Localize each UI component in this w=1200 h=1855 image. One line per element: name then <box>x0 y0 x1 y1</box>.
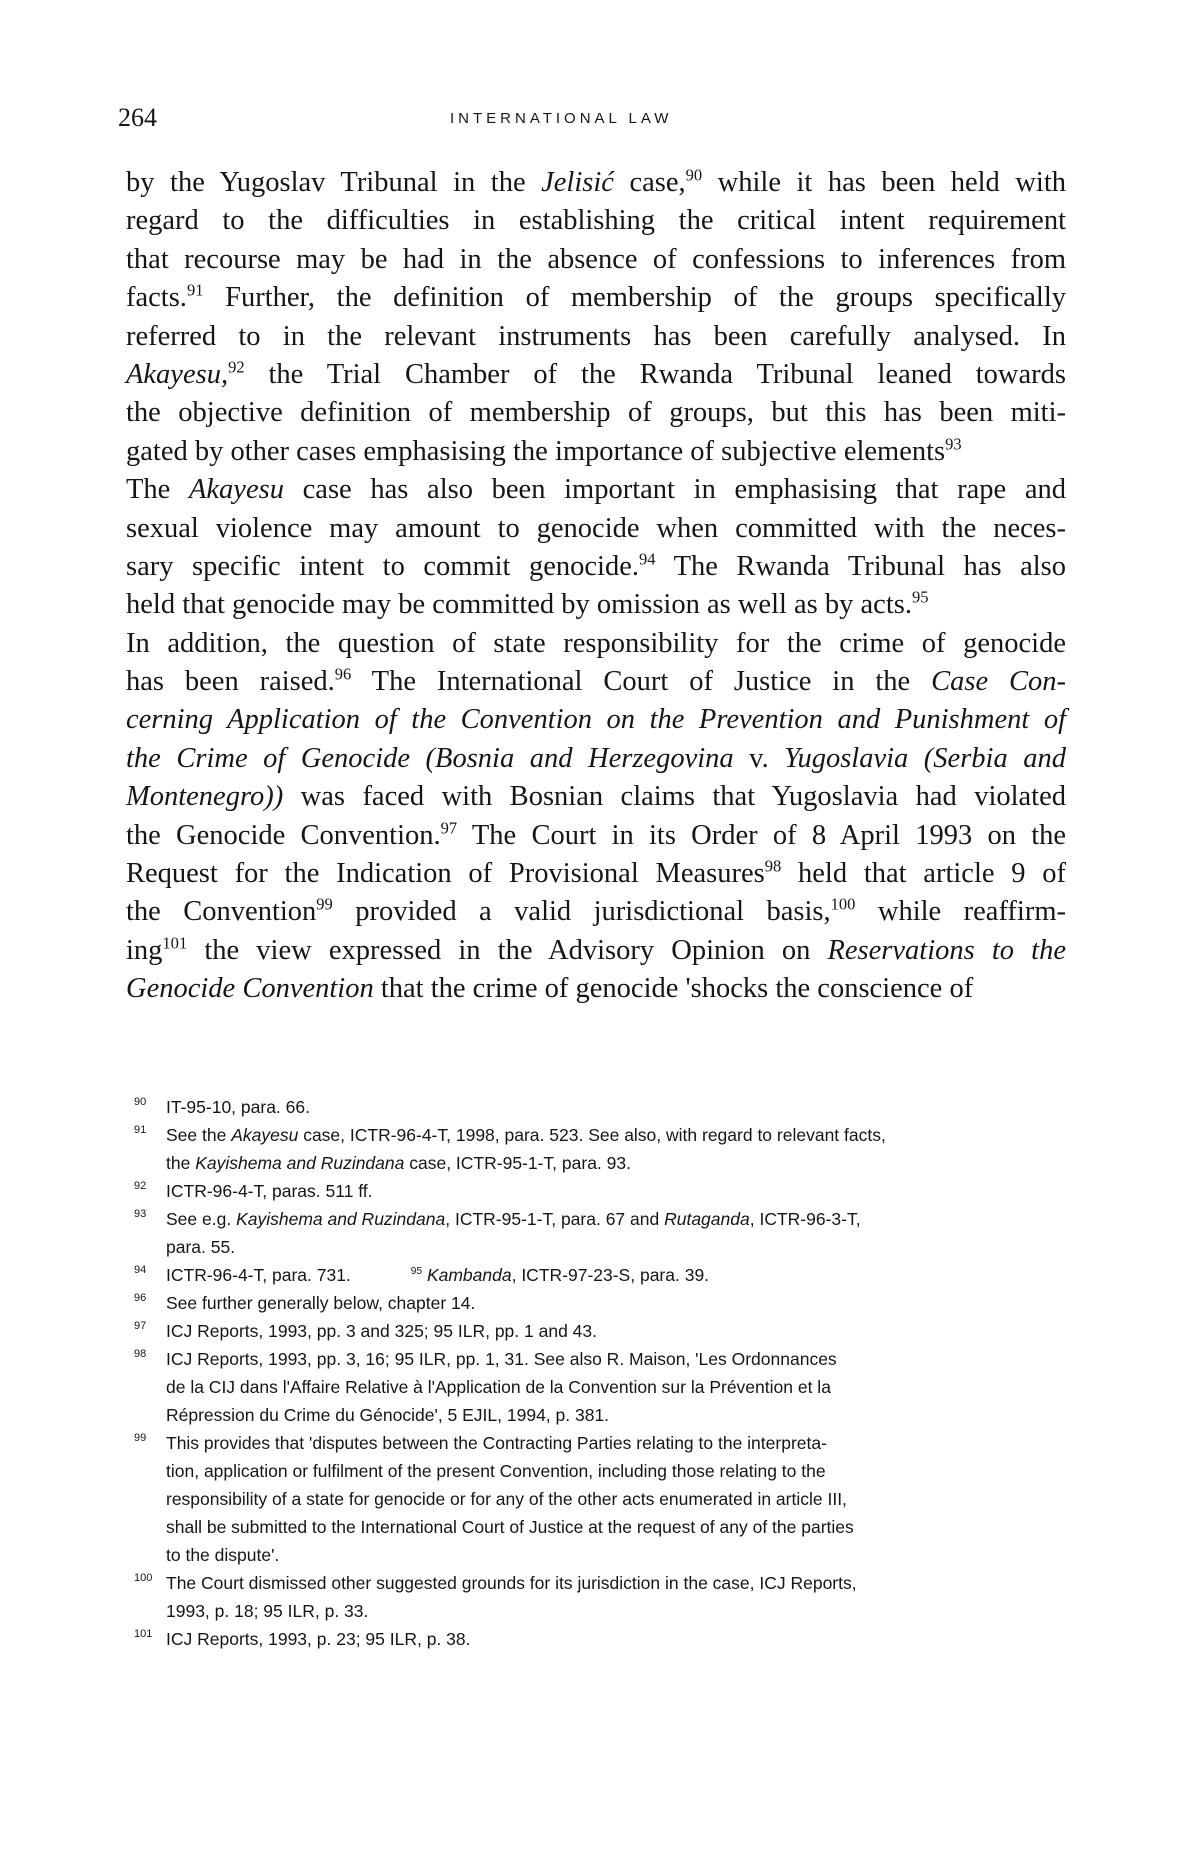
body-line: cerning Application of the Convention on the Prevention and Punishment of <box>126 704 1066 736</box>
body-line: The Akayesu case has also been important in emphasising that rape and <box>126 474 1066 506</box>
body-line: the Convention$^{99}$ provided a valid jurisdictional basis,$^{100}$ while reaffirm- <box>126 894 1066 928</box>
running-head: INTERNATIONAL LAW <box>450 110 673 127</box>
body-line: regard to the difficulties in establishing the critical intent requirement <box>126 205 1066 237</box>
footnote-ref: 98 <box>764 856 782 876</box>
body-line: sary specific intent to commit genocide.$^{94}$ The Rwanda Tribunal has also <box>126 549 1066 582</box>
footnote-number: 90 <box>134 1096 147 1108</box>
footnote-number: 94 <box>134 1264 147 1276</box>
footnote-number: 95 <box>410 1266 423 1278</box>
body-line: referred to in the relevant instruments has been carefully analysed. In <box>126 320 1066 352</box>
body-line: by the Yugoslav Tribunal in the Jelisić case,$^{90}$ while it has been held with <box>126 165 1066 198</box>
body-line: held that genocide may be committed by omission as well as by acts.$^{95}$ <box>126 587 929 621</box>
footnote-number: 99 <box>134 1432 147 1444</box>
body-line: Genocide Convention that the crime of genocide 'shocks the conscience of <box>126 973 974 1005</box>
footnote-ref: 92 <box>228 357 245 377</box>
footnote-number: 100 <box>134 1572 153 1584</box>
body-line: Akayesu,$^{92}$ the Trial Chamber of the Rwanda Tribunal leaned towards <box>126 357 1066 390</box>
footnote-92: 92 ICTR-96-4-T, paras. 511 ff. <box>134 1177 1064 1205</box>
page-number: 264 <box>118 103 157 132</box>
body-line: has been raised.$^{96}$ The International Court of Justice in the Case Con- <box>126 664 1066 698</box>
body-line: Request for the Indication of Provisional Measures$^{98}$ held that article 9 of <box>126 856 1067 890</box>
footnote-ref: 101 <box>162 933 188 953</box>
footnote-number: 93 <box>134 1208 147 1220</box>
footnote-ref: 94 <box>639 549 656 569</box>
footnote-93: 93 See e.g. Kayishema and Ruzindana, ICTR-95-1-T, para. 67 and Rutaganda, ICTR-96-3-T, para. 55. <box>134 1205 1064 1261</box>
footnote-91: 91 See the Akayesu case, ICTR-96-4-T, 1998, para. 523. See also, with regard to relevant facts, the Kayishema and Ruzindana case, ICTR-95-1-T, para. 93. <box>134 1121 1064 1177</box>
body-line: that recourse may be had in the absence of confessions to inferences from <box>126 243 1066 275</box>
footnote-ref: 97 <box>440 818 458 838</box>
body-text <box>126 164 1066 1009</box>
footnote-101: 101 ICJ Reports, 1993, p. 23; 95 ILR, p. 38. <box>134 1625 1064 1653</box>
footnote-94-95: 94 ICTR-96-4-T, para. 731. $^{95}$ Kambanda, ICTR-97-23-S, para. 39. <box>134 1261 1064 1289</box>
footnote-90: 90 IT-95-10, para. 66. <box>134 1093 1064 1121</box>
body-line: ing$^{101}$ the view expressed in the Advisory Opinion on Reservations to the <box>126 933 1066 966</box>
footnote-ref: 95 <box>911 587 929 607</box>
body-line: Montenegro)) was faced with Bosnian claims that Yugoslavia had violated <box>126 781 1066 813</box>
footnote-number: 98 <box>134 1348 147 1360</box>
body-line: the objective definition of membership of groups, but this has been miti- <box>126 397 1066 429</box>
footnote-ref: 91 <box>186 280 204 300</box>
footnote-ref: 99 <box>316 894 333 914</box>
footnote-number: 97 <box>134 1320 147 1332</box>
body-line: In addition, the question of state responsibility for the crime of genocide <box>126 627 1066 659</box>
footnote-number: 96 <box>134 1292 147 1304</box>
body-line: gated by other cases emphasising the importance of subjective elements$^{93}$ <box>126 434 962 467</box>
footnote-ref: 100 <box>830 894 856 914</box>
footnote-98: 98 ICJ Reports, 1993, pp. 3, 16; 95 ILR, pp. 1, 31. See also R. Maison, 'Les Ordonnances de la CIJ dans l'Affaire Relative à l'Application de la Convention sur la Prévention et la Répression du Crime du Génocide', 5 EJIL, 1994, p. 381. <box>134 1345 1064 1429</box>
footnote-ref: 90 <box>685 165 703 185</box>
body-line: sexual violence may amount to genocide when committed with the neces- <box>126 512 1066 544</box>
footnote-100: 100 The Court dismissed other suggested grounds for its jurisdiction in the case, ICJ Reports, 1993, p. 18; 95 ILR, p. 33. <box>134 1569 1064 1625</box>
footnote-number: 101 <box>134 1628 153 1640</box>
body-line: the Genocide Convention.$^{97}$ The Court in its Order of 8 April 1993 on the <box>126 818 1067 851</box>
body-line: the Crime of Genocide (Bosnia and Herzegovina v. Yugoslavia (Serbia and <box>126 742 1066 774</box>
footnote-number: 92 <box>134 1180 147 1192</box>
footnote-ref: 93 <box>945 434 962 454</box>
footnotes <box>134 1093 1064 1653</box>
body-line: facts.$^{91}$ Further, the definition of membership of the groups specifically <box>126 280 1066 314</box>
footnote-ref: 96 <box>334 664 352 684</box>
footnote-96: 96 See further generally below, chapter 14. <box>134 1289 1064 1317</box>
footnote-number: 91 <box>134 1124 147 1136</box>
footnote-99: 99 This provides that 'disputes between the Contracting Parties relating to the interpreta- tion, application or fulfilment of the present Convention, including those relating to the responsibility of a state for genocide or for any of the other acts enumerated in article III, shall be submitted to the International Court of Justice at the request of any of the parties to the dispute'. <box>134 1429 1064 1569</box>
footnote-97: 97 ICJ Reports, 1993, pp. 3 and 325; 95 ILR, pp. 1 and 43. <box>134 1317 1064 1345</box>
